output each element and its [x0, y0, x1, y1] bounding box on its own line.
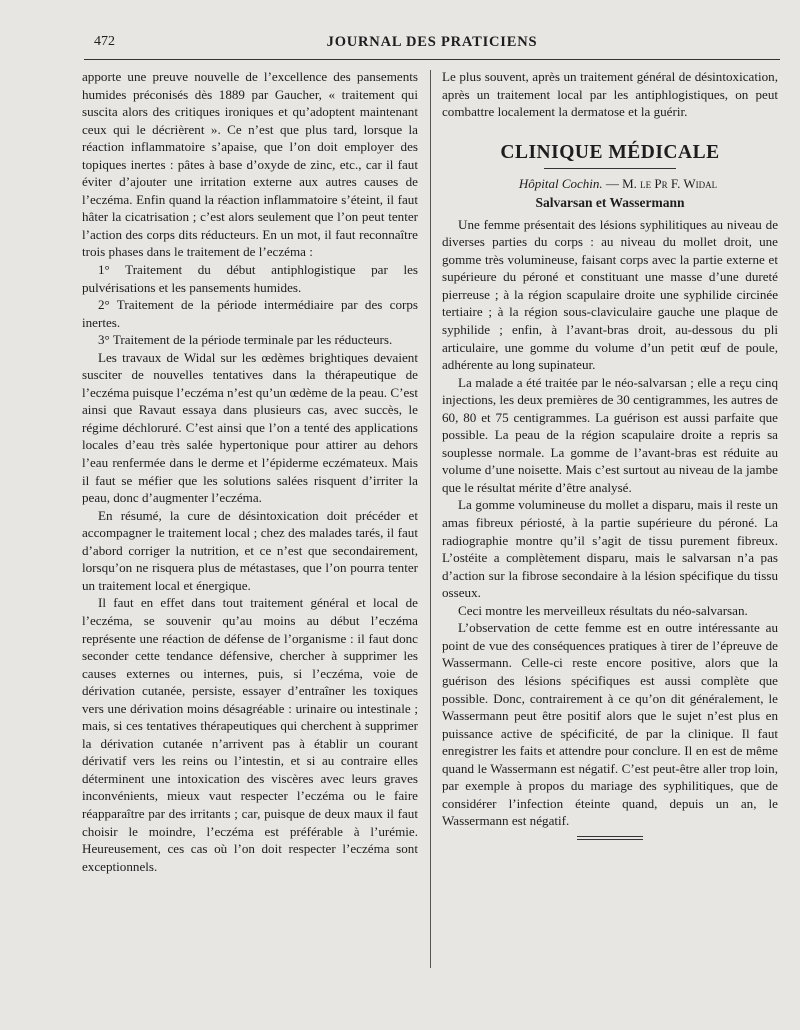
paragraph: Il faut en effet dans tout traitement général et local de l’eczéma, se souvenir qu’au moins au début l’eczéma représente une réaction de défense de l’organisme : il faut donc seconder cette tendance défensive, chercher à supprimer les causes externes ou internes, puis, si l’eczéma, voie de dérivation cutanée, persiste, essayer d’entraîner les toxiques vers une dérivation moins désagréable : urinaire ou intestinale ; mais, si ces tentatives thérapeutiques qui cherchent à supprimer la dérivation cutanée n’arrivent pas à établir un courant dérivatif vers les reins ou l’intestin, et si au contraire elles déterminent une intoxication des viscères avec leurs graves inconvénients, mieux vaut respecter l’eczéma ou le faire réapparaître par des irritants ; car, puisque de deux maux il faut choisir le moindre, l’eczéma est préférable à l’urémie. Heureusement, ces cas où l’on doit respecter l’eczéma sont exceptionnels. — [82, 595, 418, 874]
article-title: Salvarsan et Wassermann — [535, 195, 685, 211]
paragraph: Une femme présentait des lésions syphilitiques au niveau de diverses parties du corps : au niveau du mollet droit, une gomme très volumineuse, faisant corps avec la partie externe et supérieure du péroné et constituant une masse d’une dureté pierreuse ; à la région scapulaire droite une syphilide circinée tertiaire ; à la région sous-claviculaire gauche une plaque de syphilide ; enfin, à l’avant-bras droit, au-dessous du pli articulaire, une gomme du volume d’un petit œuf de poule, adhérente au long supinateur. — [442, 216, 778, 373]
left-column — [82, 68, 418, 875]
attribution — [442, 175, 778, 193]
paragraph: En résumé, la cure de désintoxication doit précéder et accompagner le traitement local ; chez des malades tarés, il faut d’abord corriger la nutrition, et ce n’est que secondairement, lorsqu’on ne risquera plus de métastases, que l’on pourra tenter un traitement local et énergique. — [82, 507, 418, 593]
right-column — [442, 68, 778, 840]
attribution-place: Hôpital Cochin. — [518, 175, 603, 191]
paragraph: 2° Traitement de la période intermédiaire par des corps inertes. — [82, 297, 418, 330]
section-heading: CLINIQUE MÉDICALE — [500, 141, 720, 163]
column-divider — [430, 70, 431, 968]
paragraph: La malade a été traitée par le néo-salvarsan ; elle a reçu cinq injections, les deux premières de 30 centigrammes, les autres de 60, 80 et 75 centigrammes. La guérison est aussi parfaite que possible. La peau de la région scapulaire droite a repris sa souplesse normale. La gomme de l’avant-bras est réduite au volume d’une noisette. Mais c’est surtout au niveau de la jambe que le résultat mérite d’être analysé. — [442, 374, 778, 495]
paragraph: Le plus souvent, après un traitement général de désintoxication, après un traitement local par les antiphlogistiques, on peut combattre localement la dermatose et la guérir. — [442, 69, 778, 120]
paragraph: 3° Traitement de la période terminale par les réducteurs. — [98, 332, 393, 348]
heading-rule — [544, 168, 676, 169]
page-number: 472 — [94, 34, 115, 49]
attribution-author: — M. le Pr F. Widal — [602, 175, 718, 191]
paragraph: Ceci montre les merveilleux résultats du néo-salvarsan. — [458, 602, 748, 618]
paragraph: L’observation de cette femme est en outre intéressante au point de vue des conséquences pratiques à tirer de l’épreuve de Wassermann. Celle-ci reste encore positive, alors que la guérison des lésions spécifiques est aussi complète que possible. Donc, contrairement à ce qu’on dit généralement, le Wassermann peut être positif alors que le sujet n’est plus en puissance active de spécificité, de par la clinique. Il faut enregistrer les faits et attendre pour conclure. Il en est de même quand le Wassermann est négatif. C’est peut-être aller trop loin, par exemple à propos du mariage des syphilitiques, que de considérer l’infection éteinte quand, depuis un an, le Wassermann est négatif. — [442, 620, 778, 829]
paragraph: 1° Traitement du début antiphlogistique par les pulvérisations et les pansements humides. — [82, 262, 418, 295]
paragraph: La gomme volumineuse du mollet a disparu, mais il reste un amas fibreux périosté, à la partie supérieure du péroné. La radiographie montre qu’il s’agit de tissu purement fibreux. L’ostéite a complètement disparu, mais le salvarsan n’a pas d’action sur la fibrose secondaire à la lésion spécifique du tissu osseux. — [442, 497, 778, 601]
end-rule — [577, 836, 643, 840]
page-header — [82, 32, 782, 56]
running-title: JOURNAL DES PRATICIENS — [326, 34, 538, 50]
header-rule — [84, 59, 780, 60]
paragraph: apporte une preuve nouvelle de l’excellence des pansements humides préconisés dès 1889 par Gaucher, « traitement qui suscita alors des critiques ironiques et qu’adoptent maintenant ceux qui le décrièrent ». Ce n’est que plus tard, lorsque la réaction inflammatoire s’apaise, que l’on doit employer des topiques inertes : pâtes à base d’oxyde de zinc, etc., car il faut éviter d’ajouter une irritation externe aux autres causes de l’eczéma. Enfin quand la réaction inflammatoire s’éteint, il faut hâter la cicatrisation ; c’est alors seulement que l’on peut tenter l’action des corps dits réducteurs. En un mot, il faut reconnaître trois phases dans le traitement de l’eczéma : — [82, 69, 418, 260]
paragraph: Les travaux de Widal sur les œdèmes brightiques devaient susciter de nouvelles tentatives dans la thérapeutique de l’eczéma puisque l’eczéma n’est qu’un œdème de la peau. C’est ainsi que Ravaut essaya dans plusieurs cas, avec succès, le régime déchloruré. C’est ainsi que l’on a tenté des applications locales d’eau très salée hypertonique pour attirer au dehors l’eau renfermée dans le derme et l’épiderme eczémateux. Mais il faut se méfier que les solutions salées risquent d’irriter la peau, donc d’augmenter l’eczéma. — [82, 349, 418, 506]
